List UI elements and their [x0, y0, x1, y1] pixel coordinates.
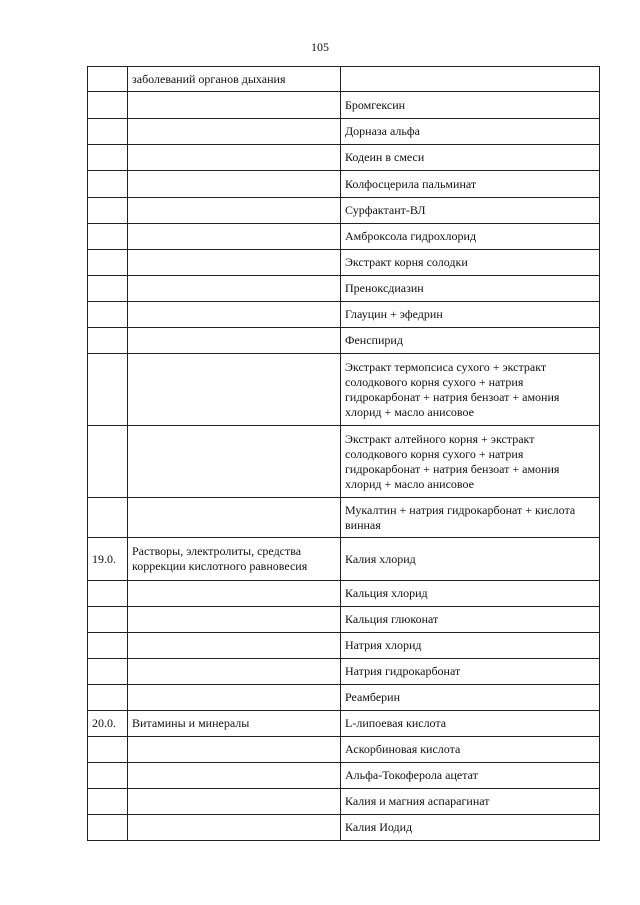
group-name-cell [128, 737, 341, 763]
table-row [88, 763, 600, 789]
drug-name-cell: Бромгексин [341, 92, 600, 119]
group-name-cell [128, 581, 341, 607]
table-row [88, 145, 600, 171]
row-number-cell [88, 659, 128, 685]
table-row [88, 250, 600, 276]
drug-name-cell: Калия и магния аспарагинат [341, 789, 600, 815]
group-name-cell: Витамины и минералы [128, 711, 341, 737]
table-row [88, 119, 600, 145]
drug-name-cell: Мукалтин + натрия гидрокарбонат + кислота винная [341, 498, 600, 538]
group-name-cell [128, 119, 341, 145]
group-name-cell [128, 815, 341, 841]
table-row [88, 685, 600, 711]
drug-name-cell [341, 67, 600, 92]
group-name-cell: заболеваний органов дыхания [128, 67, 341, 92]
group-name-cell: Растворы, электролиты, средства коррекции кислотного равновесия [128, 538, 341, 581]
table-row [88, 426, 600, 498]
table-row [88, 581, 600, 607]
drug-name-cell: Калия Иодид [341, 815, 600, 841]
row-number-cell [88, 789, 128, 815]
drug-name-cell: Дорназа альфа [341, 119, 600, 145]
table-row [88, 737, 600, 763]
drug-name-cell: Экстракт алтейного корня + экстракт солодкового корня сухого + натрия гидрокарбонат + натрия бензоат + амония хлорид + масло анисовое [341, 426, 600, 498]
group-name-cell [128, 328, 341, 354]
table-row [88, 659, 600, 685]
row-number-cell: 19.0. [88, 538, 128, 581]
group-name-cell [128, 92, 341, 119]
row-number-cell [88, 426, 128, 498]
group-name-cell [128, 198, 341, 224]
row-number-cell [88, 198, 128, 224]
drug-name-cell: Экстракт термопсиса сухого + экстракт солодкового корня сухого + натрия гидрокарбонат + натрия бензоат + амония хлорид + масло анисовое [341, 354, 600, 426]
table-row [88, 328, 600, 354]
drug-name-cell: Калия хлорид [341, 538, 600, 581]
group-name-cell [128, 763, 341, 789]
row-number-cell [88, 685, 128, 711]
group-name-cell [128, 171, 341, 198]
table-row [88, 711, 600, 737]
row-number-cell [88, 224, 128, 250]
drug-name-cell: Аскорбиновая кислота [341, 737, 600, 763]
drug-name-cell: Кальция глюконат [341, 607, 600, 633]
row-number-cell: 20.0. [88, 711, 128, 737]
drug-name-cell: Кодеин в смеси [341, 145, 600, 171]
table-row [88, 789, 600, 815]
row-number-cell [88, 633, 128, 659]
group-name-cell [128, 354, 341, 426]
page-number: 105 [311, 40, 329, 54]
drug-list-table [87, 66, 600, 841]
table-row [88, 538, 600, 581]
row-number-cell [88, 250, 128, 276]
group-name-cell [128, 659, 341, 685]
table-body [88, 67, 600, 841]
drug-name-cell: Амброксола гидрохлорид [341, 224, 600, 250]
group-name-cell [128, 224, 341, 250]
group-name-cell [128, 607, 341, 633]
drug-name-cell: Сурфактант-ВЛ [341, 198, 600, 224]
group-name-cell [128, 145, 341, 171]
table-row [88, 171, 600, 198]
row-number-cell [88, 67, 128, 92]
drug-name-cell: L-липоевая кислота [341, 711, 600, 737]
table-row [88, 302, 600, 328]
group-name-cell [128, 250, 341, 276]
group-name-cell [128, 685, 341, 711]
row-number-cell [88, 607, 128, 633]
drug-name-cell: Кальция хлорид [341, 581, 600, 607]
table-row [88, 815, 600, 841]
row-number-cell [88, 737, 128, 763]
row-number-cell [88, 302, 128, 328]
row-number-cell [88, 171, 128, 198]
table-row [88, 498, 600, 538]
drug-name-cell: Глауцин + эфедрин [341, 302, 600, 328]
group-name-cell [128, 633, 341, 659]
drug-name-cell: Реамберин [341, 685, 600, 711]
row-number-cell [88, 498, 128, 538]
table-row [88, 67, 600, 92]
group-name-cell [128, 498, 341, 538]
drug-name-cell: Фенспирид [341, 328, 600, 354]
group-name-cell [128, 276, 341, 302]
row-number-cell [88, 328, 128, 354]
table-row [88, 198, 600, 224]
table-row [88, 607, 600, 633]
drug-name-cell: Натрия гидрокарбонат [341, 659, 600, 685]
table-row [88, 92, 600, 119]
drug-name-cell: Колфосцерила пальминат [341, 171, 600, 198]
row-number-cell [88, 763, 128, 789]
table-row [88, 633, 600, 659]
group-name-cell [128, 789, 341, 815]
table-row [88, 276, 600, 302]
row-number-cell [88, 119, 128, 145]
row-number-cell [88, 92, 128, 119]
table-row [88, 354, 600, 426]
drug-name-cell: Экстракт корня солодки [341, 250, 600, 276]
group-name-cell [128, 302, 341, 328]
row-number-cell [88, 354, 128, 426]
drug-name-cell: Альфа-Токоферола ацетат [341, 763, 600, 789]
drug-name-cell: Натрия хлорид [341, 633, 600, 659]
drug-name-cell: Преноксдиазин [341, 276, 600, 302]
row-number-cell [88, 581, 128, 607]
row-number-cell [88, 145, 128, 171]
table-row [88, 224, 600, 250]
row-number-cell [88, 276, 128, 302]
row-number-cell [88, 815, 128, 841]
group-name-cell [128, 426, 341, 498]
